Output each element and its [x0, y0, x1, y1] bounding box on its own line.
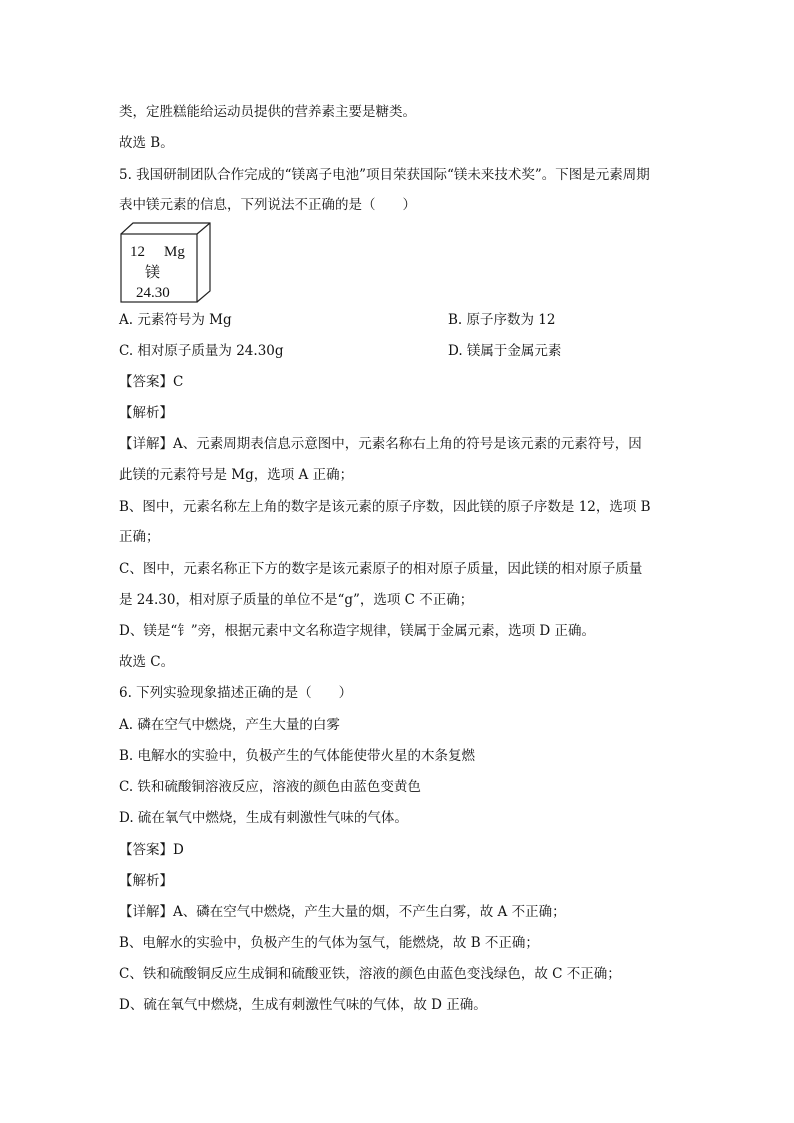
atomic-mass: 24.30: [136, 285, 170, 301]
option-c: C. 铁和硫酸铜溶液反应，溶液的颜色由蓝色变黄色: [119, 779, 421, 795]
explanation-line: B、图中，元素名称左上角的数字是该元素的原子序数，因此镁的原子序数是 12，选项 B: [119, 499, 651, 515]
option-a: A. 磷在空气中燃烧，产生大量的白雾: [119, 717, 340, 733]
answer-label: 【答案】C: [119, 374, 184, 390]
explanation-line: C、铁和硫酸铜反应生成铜和硫酸亚铁，溶液的颜色由蓝色变浅绿色，故 C 不正确；: [119, 966, 621, 982]
explanation-line: B、电解水的实验中，负极产生的气体为氢气，能燃烧，故 B 不正确；: [119, 935, 539, 951]
explanation-line: 正确；: [119, 529, 160, 545]
answer-label: 【答案】D: [119, 842, 184, 858]
explanation-line: D、硫在氧气中燃烧，生成有刺激性气味的气体，故 D 正确。: [119, 997, 487, 1013]
option-b: B. 电解水的实验中，负极产生的气体能使带火星的木条复燃: [119, 748, 476, 764]
atomic-number: 12: [130, 244, 145, 260]
paragraph-line: 类，定胜糕能给运动员提供的营养素主要是糖类。: [119, 104, 416, 120]
option-d: D. 镁属于金属元素: [448, 343, 562, 359]
paragraph-line: 故选 B。: [119, 135, 174, 151]
element-name: 镁: [145, 265, 161, 281]
analysis-label: 【解析】: [119, 405, 173, 421]
option-a: A. 元素符号为 Mg: [119, 312, 232, 328]
question-5-stem: 5. 我国研制团队合作完成的“镁离子电池”项目荣获国际“镁未来技术奖”。下图是元素周期: [119, 167, 650, 183]
option-c: C. 相对原子质量为 24.30g: [119, 343, 284, 359]
question-6-stem: 6. 下列实验现象描述正确的是（ ）: [119, 685, 353, 701]
explanation-line: 【详解】A、元素周期表信息示意图中，元素名称右上角的符号是该元素的元素符号，因: [119, 436, 642, 452]
question-5-stem: 表中镁元素的信息，下列说法不正确的是（ ）: [119, 197, 416, 213]
element-symbol: Mg: [164, 244, 185, 260]
option-d: D. 硫在氧气中燃烧，生成有刺激性气味的气体。: [119, 810, 408, 826]
element-card-magnesium: [120, 222, 212, 304]
explanation-line: C、图中，元素名称正下方的数字是该元素原子的相对原子质量，因此镁的相对原子质量: [119, 561, 643, 577]
conclusion-line: 故选 C。: [119, 654, 175, 670]
explanation-line: 是 24.30，相对原子质量的单位不是“g”，选项 C 不正确；: [119, 592, 474, 608]
explanation-line: 此镁的元素符号是 Mg，选项 A 正确；: [119, 467, 354, 483]
explanation-line: D、镁是“钅”旁，根据元素中文名称造字规律，镁属于金属元素，选项 D 正确。: [119, 623, 596, 639]
explanation-line: 【详解】A、磷在空气中燃烧，产生大量的烟，不产生白雾，故 A 不正确；: [119, 904, 566, 920]
analysis-label: 【解析】: [119, 873, 173, 889]
option-b: B. 原子序数为 12: [448, 312, 556, 328]
